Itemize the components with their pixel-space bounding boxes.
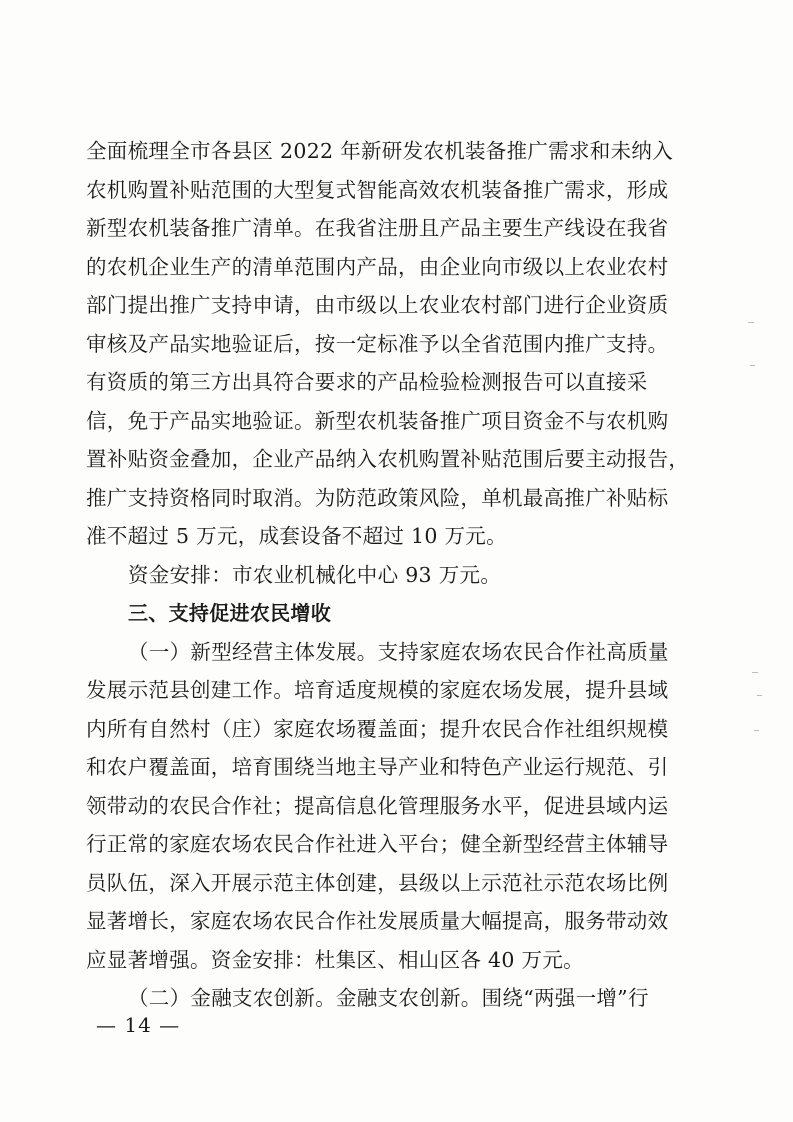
page-number: — 14 — bbox=[96, 1013, 181, 1037]
body-text bbox=[86, 132, 706, 1018]
text-line: 发展示范县创建工作。培育适度规模的家庭农场发展，提升县域 bbox=[86, 678, 669, 702]
text-line: 部门提出推广支持申请，由市级以上农业农村部门进行企业资质 bbox=[86, 293, 669, 317]
text-line: 全面梳理全市各县区 2022 年新研发农机装备推广需求和未纳入 bbox=[86, 139, 674, 163]
scan-mark bbox=[757, 695, 762, 696]
text-line: 信，免于产品实地验证。新型农机装备推广项目资金不与农机购 bbox=[86, 408, 669, 433]
text-line: 应显著增强。资金安排：杜集区、相山区各 40 万元。 bbox=[86, 947, 584, 972]
subsection-line: （二）金融支农创新。金融支农创新。围绕“两强一增”行 bbox=[128, 986, 649, 1010]
subsection-line: （一）新型经营主体发展。支持家庭农场农民合作社高质量 bbox=[128, 639, 669, 664]
text-line: 和农户覆盖面，培育围绕当地主导产业和特色产业运行规范、引 bbox=[86, 755, 669, 779]
scan-mark bbox=[748, 322, 754, 323]
text-line: 农机购置补贴范围的大型复式智能高效农机装备推广需求，形成 bbox=[86, 177, 669, 202]
section-heading: 三、支持促进农民增收 bbox=[128, 601, 331, 625]
scan-mark bbox=[754, 730, 759, 731]
text-line: 的农机企业生产的清单范围内产品，由企业向市级以上农业农村 bbox=[86, 254, 669, 279]
text-line: 员队伍，深入开展示范主体创建，县级以上示范社示范农场比例 bbox=[86, 870, 669, 895]
text-line: 推广支持资格同时取消。为防范政策风险，单机最高推广补贴标 bbox=[86, 485, 669, 510]
scan-mark bbox=[750, 365, 755, 366]
text-line: 行正常的家庭农场农民合作社进入平台；健全新型经营主体辅导 bbox=[86, 832, 669, 856]
text-line: 置补贴资金叠加，企业产品纳入农机购置补贴范围后要主动报告， bbox=[86, 447, 690, 471]
text-line: 有资质的第三方出具符合要求的产品检验检测报告可以直接采 bbox=[86, 370, 648, 394]
text-line: 领带动的农民合作社；提高信息化管理服务水平，促进县域内运 bbox=[86, 793, 669, 818]
text-line: 准不超过 5 万元，成套设备不超过 10 万元。 bbox=[86, 524, 507, 548]
funding-line: 资金安排：市农业机械化中心 93 万元。 bbox=[128, 562, 502, 587]
text-line: 显著增长，家庭农场农民合作社发展质量大幅提高，服务带动效 bbox=[86, 909, 669, 933]
scan-mark bbox=[752, 672, 758, 673]
text-line: 审核及产品实地验证后，按一定标准予以全省范围内推广支持。 bbox=[86, 331, 669, 356]
text-line: 新型农机装备推广清单。在我省注册且产品主要生产线设在我省 bbox=[86, 216, 669, 240]
text-line: 内所有自然村（庄）家庭农场覆盖面；提升农民合作社组织规模 bbox=[86, 716, 669, 741]
